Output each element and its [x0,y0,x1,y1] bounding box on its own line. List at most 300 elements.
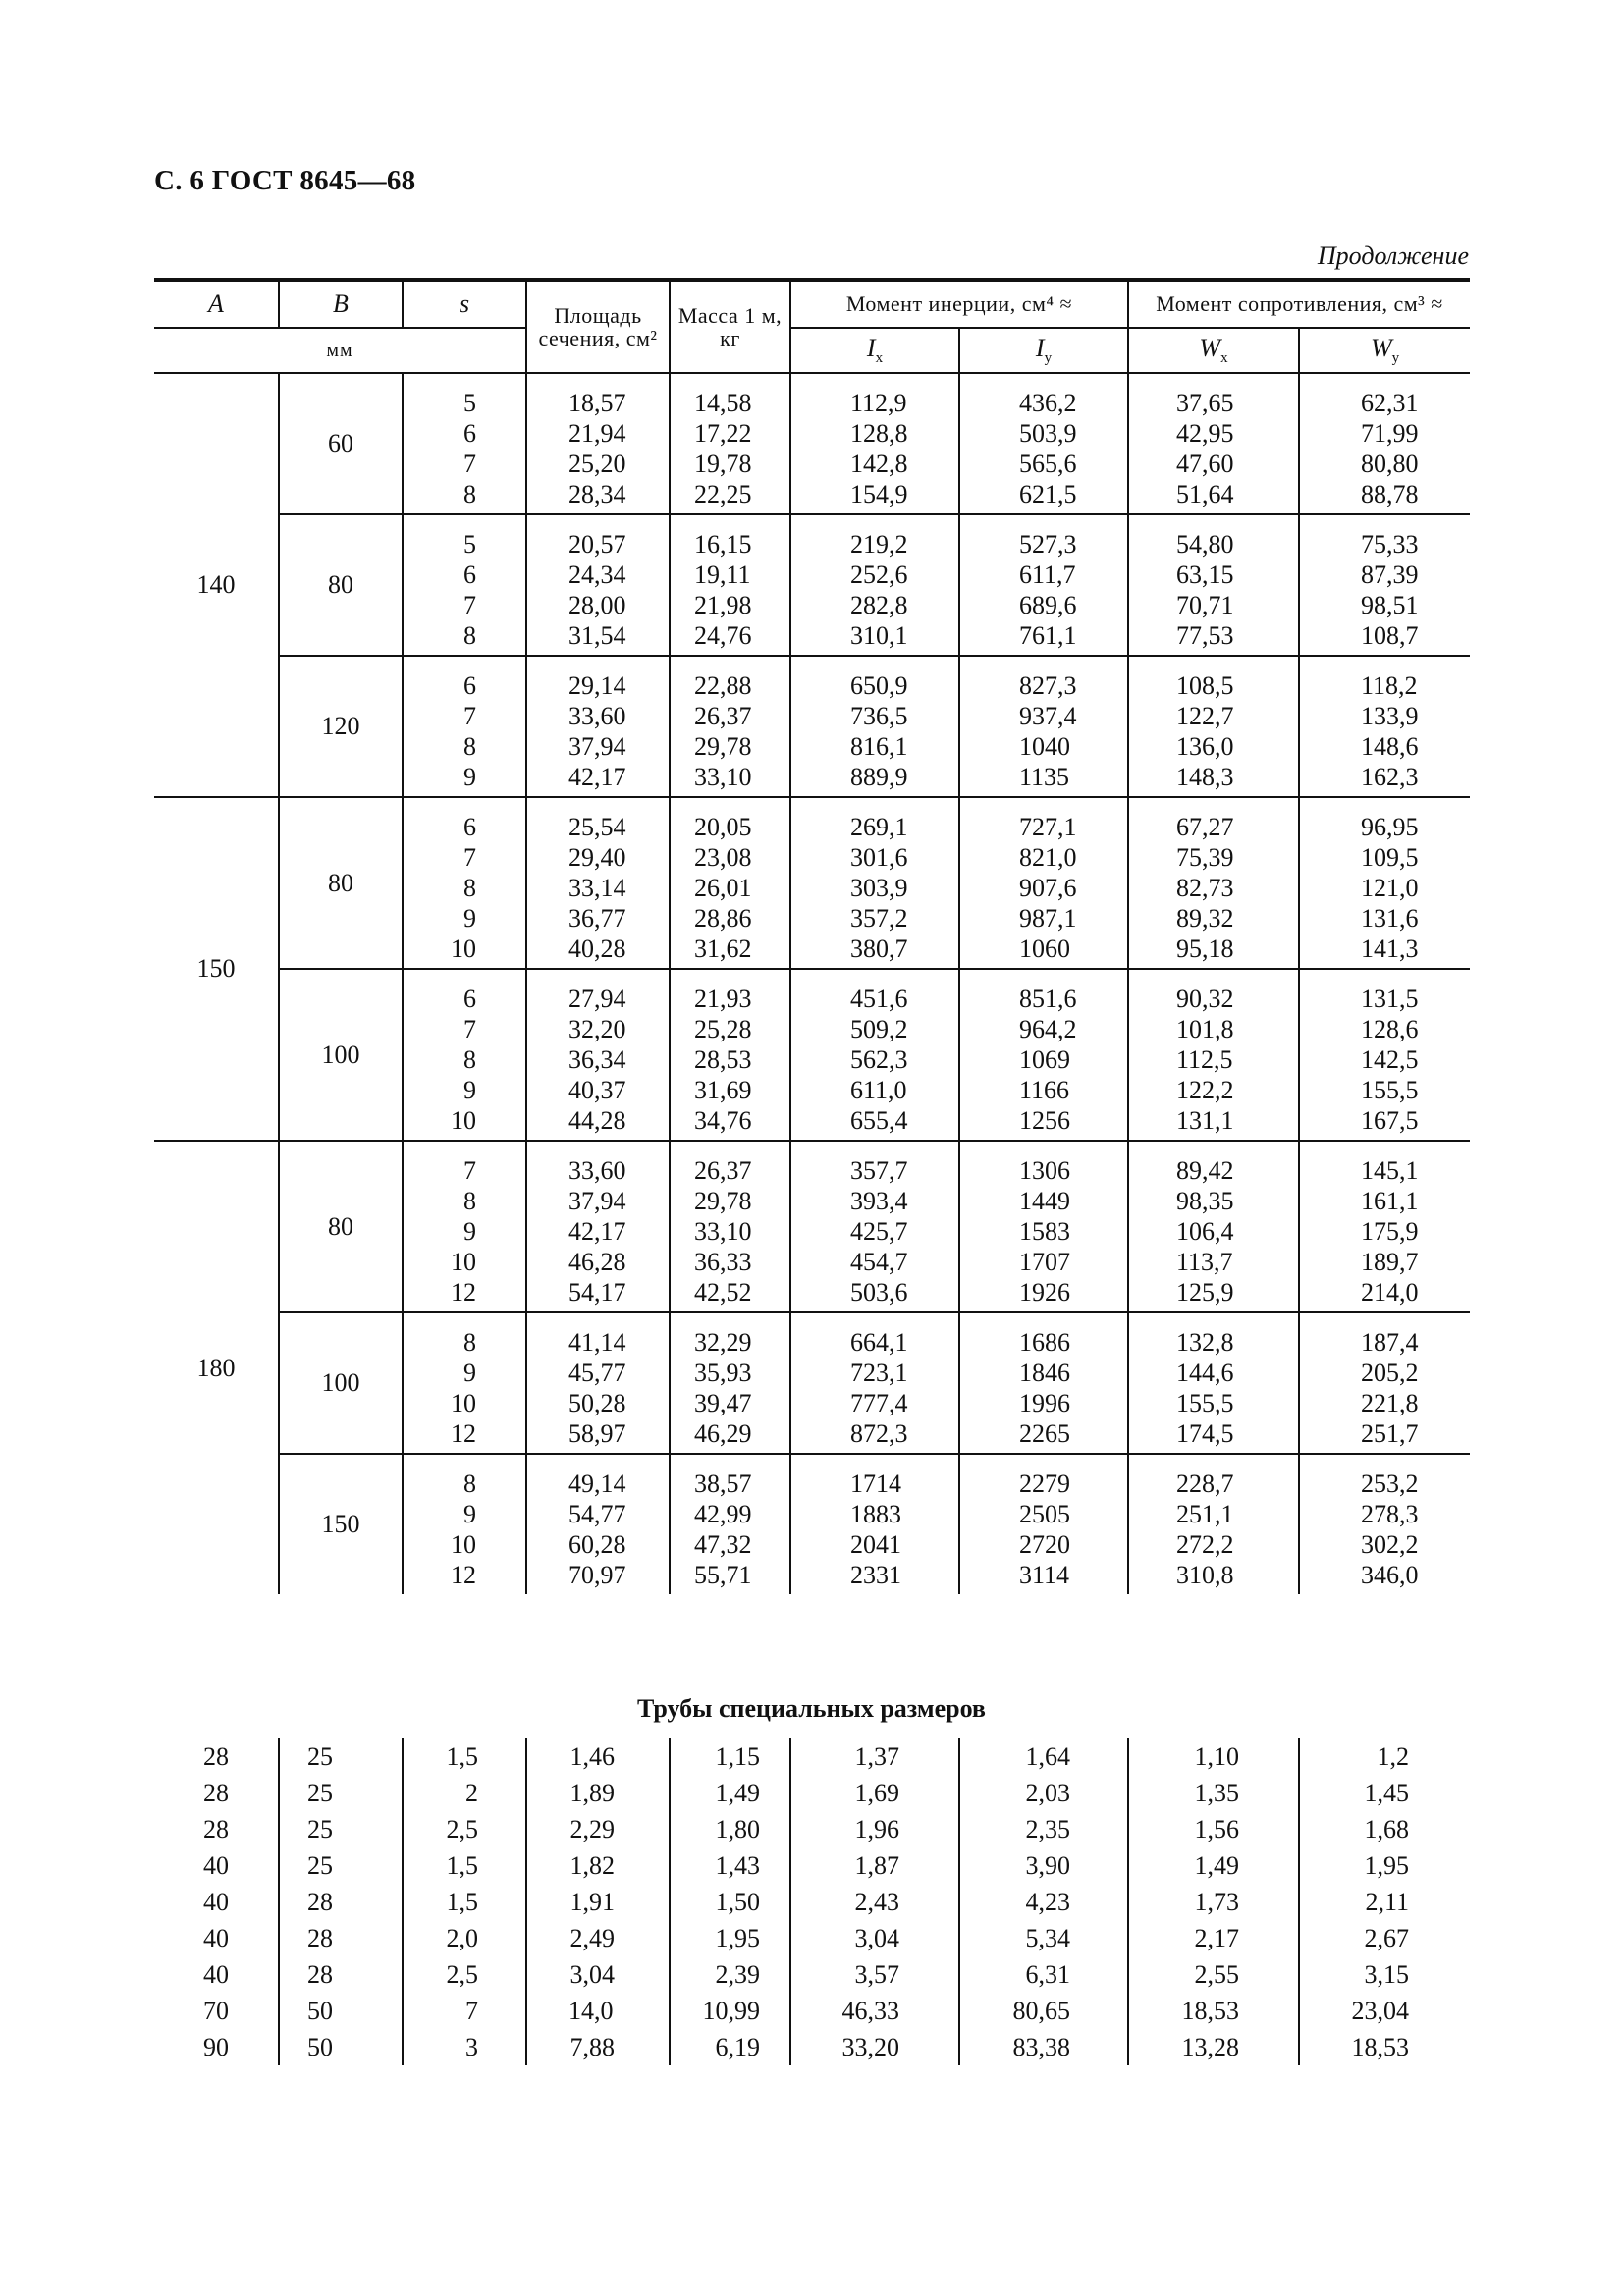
value-area: 58,97 [568,1419,626,1448]
value-ix: 301,6 [850,843,908,872]
value-area: 40,28 [568,934,626,963]
value-mass: 22,25 [694,480,752,508]
cell-a: 180 [154,1141,279,1594]
special-row [154,1738,1470,1775]
table-row [154,1312,1470,1454]
cell-mass [670,514,790,656]
cell-ix [790,969,959,1141]
value-iy: 1449 [1019,1187,1070,1215]
value-area: 50,28 [568,1389,626,1417]
special-cell: 25 [279,1847,403,1884]
cell-wx [1128,969,1299,1141]
header-ix: $I_x$ [790,328,959,373]
cell-b: 80 [279,514,403,656]
special-cell: 40 [203,1923,229,1952]
value-wy: 62,31 [1361,389,1419,417]
value-wx: 42,95 [1176,419,1234,448]
value-iy: 827,3 [1019,671,1077,700]
cell-s [403,1312,526,1454]
header-area: Площадь сечения, см² [526,280,670,373]
value-area: 49,14 [568,1469,626,1498]
value-wy: 131,6 [1361,904,1419,933]
value-iy: 1926 [1019,1278,1070,1307]
special-cell: 1,46 [526,1738,670,1775]
value-wx: 51,64 [1176,480,1234,508]
cell-wy [1299,514,1470,656]
special-cell: 2,17 [1128,1920,1299,1956]
cell-mass [670,797,790,969]
value-wy: 121,0 [1361,874,1419,902]
cell-ix [790,656,959,797]
value-area: 32,20 [568,1015,626,1043]
value-wy: 133,9 [1361,702,1419,730]
value-ix: 664,1 [850,1328,908,1357]
special-cell: 2,67 [1299,1920,1470,1956]
value-area: 42,17 [568,1217,626,1246]
value-wx: 122,2 [1176,1076,1234,1104]
value-s: 6 [463,671,476,700]
value-area: 44,28 [568,1106,626,1135]
value-area: 45,77 [568,1359,626,1387]
special-cell: 1,49 [670,1775,790,1811]
value-ix: 889,9 [850,763,908,791]
value-area: 25,20 [568,450,626,478]
value-wy: 253,2 [1361,1469,1419,1498]
cell-iy [959,656,1128,797]
value-iy: 436,2 [1019,389,1077,417]
value-iy: 3114 [1019,1561,1070,1589]
value-mass: 26,37 [694,1156,752,1185]
special-table-body [154,1738,1470,2065]
cell-wy [1299,1312,1470,1454]
special-row [154,1956,1470,1993]
value-iy: 621,5 [1019,480,1077,508]
cell-wy [1299,656,1470,797]
value-ix: 2041 [850,1530,901,1559]
cell-area [526,1141,670,1312]
special-row [154,1811,1470,1847]
value-s: 8 [463,732,476,761]
value-iy: 851,6 [1019,985,1077,1013]
cell-b: 150 [279,1454,403,1594]
value-s: 10 [451,934,476,963]
value-s: 8 [463,874,476,902]
value-wx: 101,8 [1176,1015,1234,1043]
special-cell: 2,03 [959,1775,1128,1811]
value-wy: 71,99 [1361,419,1419,448]
special-cell: 5,34 [959,1920,1128,1956]
value-ix: 736,5 [850,702,908,730]
value-s: 8 [463,1045,476,1074]
special-cell: 14,0 [526,1993,670,2029]
value-ix: 425,7 [850,1217,908,1246]
table-row [154,656,1470,797]
value-wx: 131,1 [1176,1106,1234,1135]
value-mass: 28,53 [694,1045,752,1074]
value-area: 29,14 [568,671,626,700]
value-area: 18,57 [568,389,626,417]
special-cell: 1,50 [670,1884,790,1920]
cell-wy [1299,1454,1470,1594]
value-wy: 98,51 [1361,591,1419,619]
special-cell: 13,28 [1128,2029,1299,2065]
value-area: 27,94 [568,985,626,1013]
special-cell: 3 [403,2029,526,2065]
value-iy: 964,2 [1019,1015,1077,1043]
value-iy: 1069 [1019,1045,1070,1074]
cell-area [526,656,670,797]
special-cell: 80,65 [959,1993,1128,2029]
cell-wx [1128,514,1299,656]
value-wy: 187,4 [1361,1328,1419,1357]
cell-b: 100 [279,1312,403,1454]
value-iy: 1686 [1019,1328,1070,1357]
value-s: 7 [463,1156,476,1185]
cell-wx [1128,373,1299,514]
value-wy: 251,7 [1361,1419,1419,1448]
cell-wx [1128,656,1299,797]
special-cell: 2,5 [403,1811,526,1847]
value-s: 6 [463,419,476,448]
special-cell: 1,56 [1128,1811,1299,1847]
value-wx: 108,5 [1176,671,1234,700]
value-ix: 451,6 [850,985,908,1013]
value-area: 33,60 [568,702,626,730]
value-mass: 32,29 [694,1328,752,1357]
value-ix: 282,8 [850,591,908,619]
cell-iy [959,969,1128,1141]
special-cell: 28 [279,1884,403,1920]
value-s: 10 [451,1106,476,1135]
value-s: 7 [463,702,476,730]
value-wx: 144,6 [1176,1359,1234,1387]
value-mass: 31,62 [694,934,752,963]
value-iy: 937,4 [1019,702,1077,730]
special-cell: 70 [203,1996,229,2025]
cell-ix [790,514,959,656]
special-cell: 1,5 [403,1884,526,1920]
value-wx: 113,7 [1176,1248,1233,1276]
value-area: 36,77 [568,904,626,933]
value-s: 9 [463,904,476,933]
value-ix: 357,2 [850,904,908,933]
header-s: s [403,280,526,328]
header-inertia: Момент инерции, см⁴ ≈ [790,280,1128,328]
special-cell: 2,43 [790,1884,959,1920]
value-mass: 33,10 [694,763,752,791]
value-wx: 148,3 [1176,763,1234,791]
special-cell: 2 [403,1775,526,1811]
value-iy: 503,9 [1019,419,1077,448]
cell-ix [790,373,959,514]
value-iy: 2505 [1019,1500,1070,1528]
value-s: 6 [463,561,476,589]
special-cell: 1,37 [790,1738,959,1775]
special-cell: 50 [279,2029,403,2065]
value-mass: 25,28 [694,1015,752,1043]
header-mm: мм [154,328,526,373]
cell-area [526,1312,670,1454]
value-mass: 35,93 [694,1359,752,1387]
value-ix: 252,6 [850,561,908,589]
value-wy: 88,78 [1361,480,1419,508]
value-mass: 21,93 [694,985,752,1013]
cell-ix [790,1312,959,1454]
special-cell: 1,2 [1299,1738,1470,1775]
value-wx: 98,35 [1176,1187,1234,1215]
special-cell: 1,95 [1299,1847,1470,1884]
header-iy: $I_y$ [959,328,1128,373]
value-ix: 872,3 [850,1419,908,1448]
special-cell: 3,57 [790,1956,959,1993]
cell-s [403,797,526,969]
value-iy: 1256 [1019,1106,1070,1135]
value-wy: 155,5 [1361,1076,1419,1104]
cell-ix [790,1454,959,1594]
value-iy: 1135 [1019,763,1070,791]
special-cell: 50 [279,1993,403,2029]
value-wx: 112,5 [1176,1045,1233,1074]
value-area: 40,37 [568,1076,626,1104]
value-iy: 1166 [1019,1076,1070,1104]
special-cell: 6,31 [959,1956,1128,1993]
value-s: 9 [463,1076,476,1104]
value-area: 60,28 [568,1530,626,1559]
value-area: 37,94 [568,1187,626,1215]
value-wx: 77,53 [1176,621,1234,650]
cell-wy [1299,797,1470,969]
table-row [154,514,1470,656]
value-ix: 503,6 [850,1278,908,1307]
value-iy: 1306 [1019,1156,1070,1185]
special-cell: 25 [279,1811,403,1847]
cell-wx [1128,797,1299,969]
value-iy: 1583 [1019,1217,1070,1246]
value-ix: 357,7 [850,1156,908,1185]
value-mass: 17,22 [694,419,752,448]
special-cell: 3,04 [790,1920,959,1956]
cell-b: 100 [279,969,403,1141]
value-wx: 174,5 [1176,1419,1234,1448]
value-s: 12 [451,1278,476,1307]
cell-b: 80 [279,797,403,969]
value-mass: 22,88 [694,671,752,700]
value-s: 9 [463,1500,476,1528]
value-mass: 24,76 [694,621,752,650]
value-wy: 75,33 [1361,530,1419,559]
value-wy: 278,3 [1361,1500,1419,1528]
special-cell: 28 [279,1956,403,1993]
special-cell: 83,38 [959,2029,1128,2065]
value-wx: 90,32 [1176,985,1234,1013]
special-cell: 2,35 [959,1811,1128,1847]
value-s: 7 [463,843,476,872]
value-wy: 109,5 [1361,843,1419,872]
value-iy: 611,7 [1019,561,1076,589]
value-s: 9 [463,1359,476,1387]
special-cell: 23,04 [1299,1993,1470,2029]
special-cell: 1,95 [670,1920,790,1956]
value-s: 5 [463,530,476,559]
special-cell: 7,88 [526,2029,670,2065]
special-cell: 2,11 [1299,1884,1470,1920]
value-wy: 302,2 [1361,1530,1419,1559]
value-wy: 162,3 [1361,763,1419,791]
special-cell: 2,5 [403,1956,526,1993]
special-cell: 1,35 [1128,1775,1299,1811]
cell-wy [1299,1141,1470,1312]
special-cell: 2,0 [403,1920,526,1956]
special-cell: 3,04 [526,1956,670,1993]
value-wx: 251,1 [1176,1500,1234,1528]
special-cell: 46,33 [790,1993,959,2029]
value-wx: 70,71 [1176,591,1234,619]
value-s: 9 [463,763,476,791]
value-mass: 19,11 [694,561,751,589]
cell-area [526,797,670,969]
special-cell: 1,68 [1299,1811,1470,1847]
cell-area [526,514,670,656]
special-row [154,1847,1470,1884]
special-cell: 1,82 [526,1847,670,1884]
special-cell: 1,89 [526,1775,670,1811]
value-iy: 1996 [1019,1389,1070,1417]
cell-area [526,1454,670,1594]
value-iy: 527,3 [1019,530,1077,559]
cell-mass [670,373,790,514]
cell-wy [1299,969,1470,1141]
cell-b: 120 [279,656,403,797]
value-s: 7 [463,591,476,619]
special-cell: 1,80 [670,1811,790,1847]
value-ix: 1714 [850,1469,901,1498]
value-ix: 2331 [850,1561,901,1589]
header-a: A [154,280,279,328]
value-ix: 562,3 [850,1045,908,1074]
value-mass: 29,78 [694,1187,752,1215]
cell-iy [959,797,1128,969]
special-cell: 28 [279,1920,403,1956]
value-iy: 689,6 [1019,591,1077,619]
special-cell: 1,87 [790,1847,959,1884]
value-wx: 125,9 [1176,1278,1234,1307]
value-s: 12 [451,1561,476,1589]
cell-area [526,373,670,514]
value-ix: 454,7 [850,1248,908,1276]
value-ix: 611,0 [850,1076,907,1104]
value-iy: 2279 [1019,1469,1070,1498]
value-mass: 34,76 [694,1106,752,1135]
cell-iy [959,1141,1128,1312]
value-mass: 31,69 [694,1076,752,1104]
value-s: 6 [463,985,476,1013]
value-wy: 346,0 [1361,1561,1419,1589]
value-area: 46,28 [568,1248,626,1276]
special-cell: 7 [403,1993,526,2029]
value-iy: 821,0 [1019,843,1077,872]
special-cell: 6,19 [670,2029,790,2065]
value-wy: 145,1 [1361,1156,1419,1185]
value-mass: 14,58 [694,389,752,417]
special-cell: 1,73 [1128,1884,1299,1920]
value-area: 31,54 [568,621,626,650]
value-mass: 42,52 [694,1278,752,1307]
cell-iy [959,1454,1128,1594]
special-sizes-table [154,1738,1470,2065]
value-mass: 42,99 [694,1500,752,1528]
special-sizes-title: Трубы специальных размеров [637,1694,986,1723]
special-cell: 28 [203,1741,229,1771]
value-ix: 777,4 [850,1389,908,1417]
special-cell: 1,64 [959,1738,1128,1775]
value-wx: 54,80 [1176,530,1234,559]
value-mass: 39,47 [694,1389,752,1417]
special-cell: 1,49 [1128,1847,1299,1884]
value-iy: 1040 [1019,732,1070,761]
value-ix: 723,1 [850,1359,908,1387]
value-wy: 96,95 [1361,813,1419,841]
special-cell: 1,15 [670,1738,790,1775]
special-cell: 4,23 [959,1884,1128,1920]
value-mass: 47,32 [694,1530,752,1559]
value-mass: 33,10 [694,1217,752,1246]
value-mass: 55,71 [694,1561,752,1589]
value-wy: 142,5 [1361,1045,1419,1074]
value-s: 8 [463,621,476,650]
cell-s [403,1454,526,1594]
value-wy: 128,6 [1361,1015,1419,1043]
special-cell: 28 [203,1778,229,1807]
value-mass: 29,78 [694,732,752,761]
value-ix: 380,7 [850,934,908,963]
value-area: 37,94 [568,732,626,761]
value-mass: 46,29 [694,1419,752,1448]
value-wy: 175,9 [1361,1217,1419,1246]
table-row [154,373,1470,514]
value-area: 54,77 [568,1500,626,1528]
value-ix: 655,4 [850,1106,908,1135]
special-cell: 1,96 [790,1811,959,1847]
value-area: 54,17 [568,1278,626,1307]
value-ix: 303,9 [850,874,908,902]
value-iy: 1060 [1019,934,1070,963]
header-wx: $W_x$ [1128,328,1299,373]
cell-iy [959,514,1128,656]
value-area: 33,14 [568,874,626,902]
table-header [154,280,1470,373]
special-cell: 2,49 [526,1920,670,1956]
value-area: 25,54 [568,813,626,841]
value-mass: 16,15 [694,530,752,559]
value-s: 8 [463,1187,476,1215]
cell-ix [790,1141,959,1312]
special-cell: 40 [203,1887,229,1916]
value-mass: 19,78 [694,450,752,478]
table-row [154,969,1470,1141]
special-cell: 1,5 [403,1738,526,1775]
value-wy: 167,5 [1361,1106,1419,1135]
value-ix: 650,9 [850,671,908,700]
value-wx: 272,2 [1176,1530,1234,1559]
value-s: 10 [451,1530,476,1559]
special-cell: 28 [203,1814,229,1843]
value-ix: 1883 [850,1500,901,1528]
special-row [154,1993,1470,2029]
value-mass: 38,57 [694,1469,752,1498]
value-wx: 228,7 [1176,1469,1234,1498]
value-area: 36,34 [568,1045,626,1074]
value-mass: 26,01 [694,874,752,902]
